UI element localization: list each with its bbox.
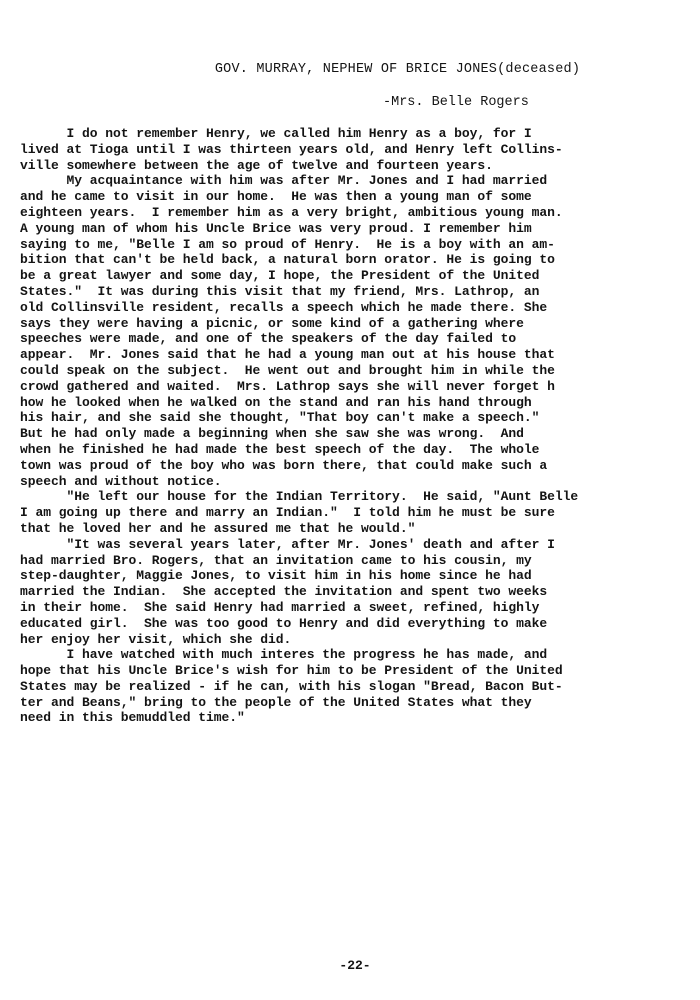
text-line: saying to me, "Belle I am so proud of Henry. He is a boy with an am- bbox=[20, 236, 555, 252]
text-line: "He left our house for the Indian Territory. He said, "Aunt Belle bbox=[20, 489, 579, 505]
text-line: But he had only made a beginning when she saw she was wrong. And bbox=[20, 426, 524, 442]
text-line: speech and without notice. bbox=[20, 473, 222, 489]
text-line: married the Indian. She accepted the invitation and spent two weeks bbox=[20, 584, 548, 600]
text-line: A young man of whom his Uncle Brice was very proud. I remember him bbox=[20, 220, 532, 236]
author-byline: -Mrs. Belle Rogers bbox=[383, 95, 529, 110]
text-line: that he loved her and he assured me that he would." bbox=[20, 520, 416, 536]
text-line: lived at Tioga until I was thirteen years old, and Henry left Collins- bbox=[20, 141, 563, 157]
text-line: could speak on the subject. He went out and brought him in while the bbox=[20, 362, 555, 378]
text-line: how he looked when he walked on the stand and ran his hand through bbox=[20, 394, 532, 410]
text-line: his hair, and she said she thought, "That boy can't make a speech." bbox=[20, 410, 540, 426]
text-line: I do not remember Henry, we called him Henry as a boy, for I bbox=[20, 126, 532, 141]
text-line: appear. Mr. Jones said that he had a young man out at his house that bbox=[20, 347, 555, 363]
text-line: ville somewhere between the age of twelve and fourteen years. bbox=[20, 157, 493, 173]
text-line: town was proud of the boy who was born there, that could make such a bbox=[20, 457, 548, 473]
text-line: bition that can't be held back, a natural born orator. He is going to bbox=[20, 252, 555, 268]
text-line: I am going up there and marry an Indian." I told him he must be sure bbox=[20, 505, 555, 521]
text-line: and he came to visit in our home. He was then a young man of some bbox=[20, 189, 532, 205]
page-number: -22- bbox=[339, 958, 371, 973]
text-line: educated girl. She was too good to Henry and did everything to make bbox=[20, 615, 548, 631]
document-title: GOV. MURRAY, NEPHEW OF BRICE JONES(deceased) bbox=[214, 62, 581, 77]
text-line: eighteen years. I remember him as a very bright, ambitious young man. bbox=[20, 204, 563, 220]
text-line: I have watched with much interes the progress he has made, and bbox=[20, 647, 548, 663]
text-line: her enjoy her visit, which she did. bbox=[20, 631, 292, 647]
text-line: had married Bro. Rogers, that an invitation came to his cousin, my bbox=[20, 552, 532, 568]
document-body bbox=[20, 126, 700, 726]
text-line: hope that his Uncle Brice's wish for him to be President of the United bbox=[20, 663, 563, 679]
text-line: step-daughter, Maggie Jones, to visit him in his home since he had bbox=[20, 568, 532, 584]
text-line: States may be realized - if he can, with his slogan "Bread, Bacon But- bbox=[20, 678, 563, 694]
text-line: be a great lawyer and some day, I hope, the President of the United bbox=[20, 268, 540, 284]
text-line: crowd gathered and waited. Mrs. Lathrop says she will never forget h bbox=[20, 378, 555, 394]
text-line: old Collinsville resident, recalls a speech which he made there. She bbox=[20, 299, 548, 315]
text-line: "It was several years later, after Mr. Jones' death and after I bbox=[20, 536, 555, 552]
text-line: States." It was during this visit that my friend, Mrs. Lathrop, an bbox=[20, 283, 540, 299]
text-line: ter and Beans," bring to the people of the United States what they bbox=[20, 694, 532, 710]
text-line: when he finished he had made the best speech of the day. The whole bbox=[20, 441, 540, 457]
text-line: need in this bemuddled time." bbox=[20, 710, 245, 726]
text-line: My acquaintance with him was after Mr. Jones and I had married bbox=[20, 173, 548, 189]
text-line: speeches were made, and one of the speakers of the day failed to bbox=[20, 331, 517, 347]
text-line: says they were having a picnic, or some kind of a gathering where bbox=[20, 315, 524, 331]
text-line: in their home. She said Henry had married a sweet, refined, highly bbox=[20, 599, 540, 615]
